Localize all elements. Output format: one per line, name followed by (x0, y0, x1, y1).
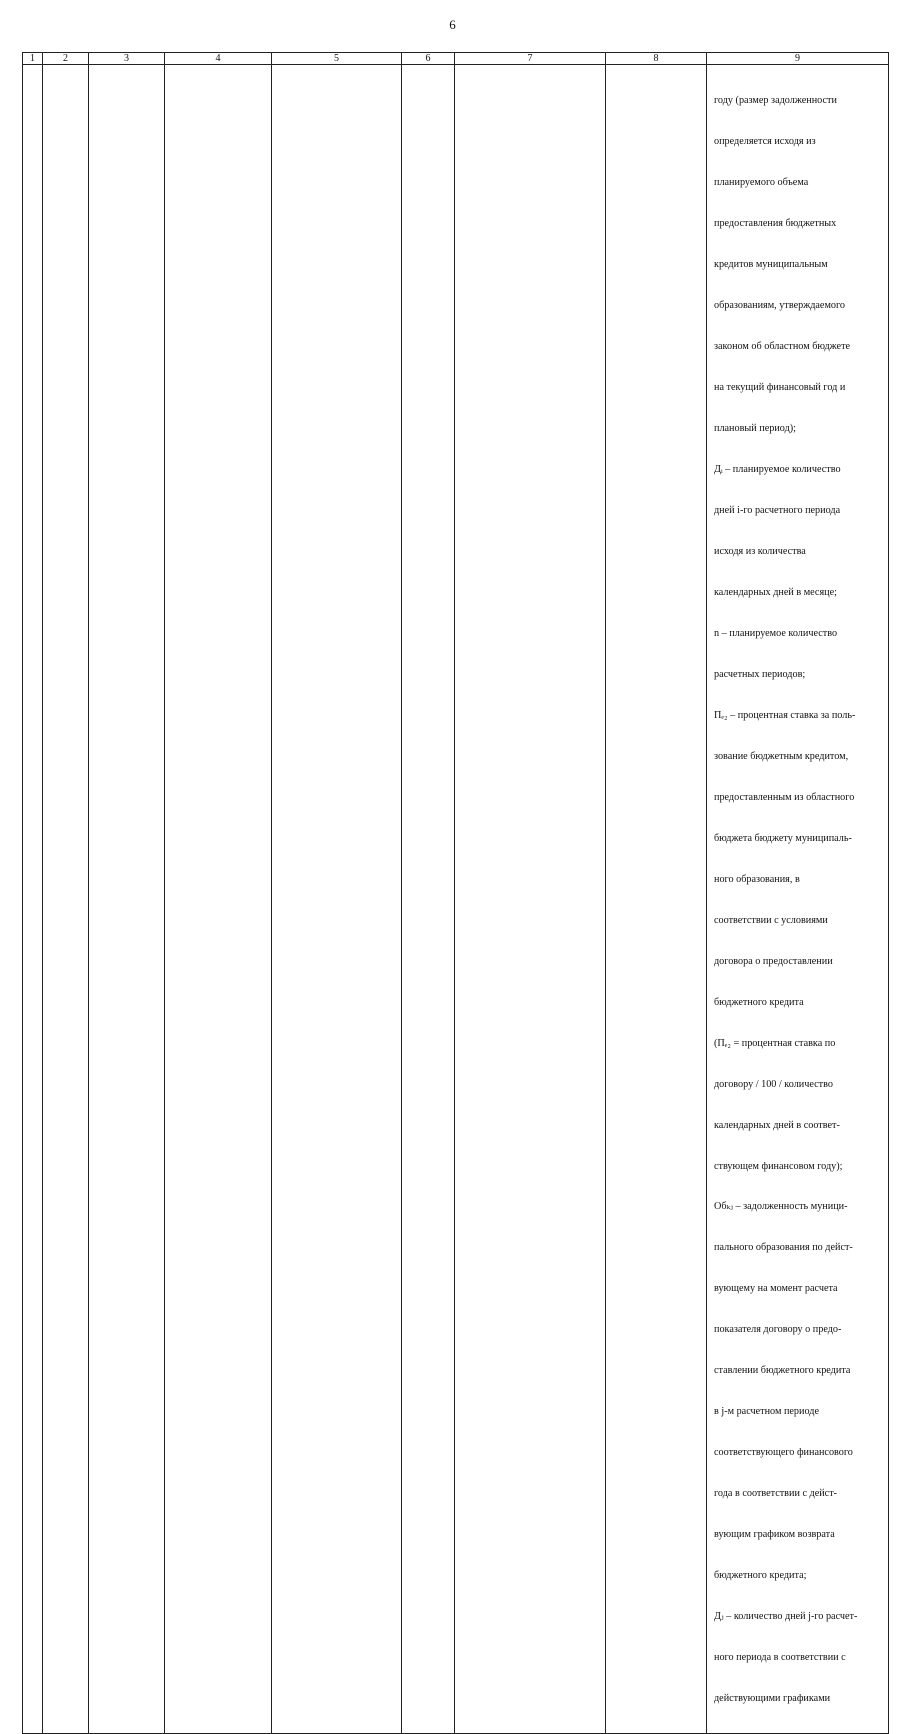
text-line: Oбₖⱼ – задолженность муници- (714, 1201, 848, 1213)
text-line: Пₑ₂ – процентная ставка за поль- (714, 709, 856, 721)
text-line: вующим графиком возврата (714, 1529, 835, 1541)
text-line: планируемого объема (714, 177, 809, 189)
text-line: плановый период); (714, 423, 796, 435)
text-line: образованиям, утверждаемого (714, 300, 846, 312)
text-line: n – планируемое количество (714, 627, 838, 639)
text-line: договора о предоставлении (714, 955, 833, 967)
text-line: бюджета бюджету муниципаль- (714, 832, 852, 844)
table-cell-col7 (455, 65, 606, 1734)
table-row (23, 65, 889, 1734)
text-line: ного образования, в (714, 873, 800, 885)
table-cell-col6 (402, 65, 455, 1734)
text-line: соответствии с условиями (714, 914, 828, 926)
text-line: предоставленным из областного (714, 791, 855, 803)
text-line: законом об областном бюджете (714, 341, 851, 353)
text-line: ного периода в соответствии с (714, 1652, 846, 1664)
table-header-row (23, 53, 889, 65)
table-cell-col3 (89, 65, 165, 1734)
table-cell-col8 (606, 65, 707, 1734)
text-line: пального образования по дейст- (714, 1242, 853, 1254)
text-line: действующими графиками (714, 1693, 831, 1705)
column-header-4: 4 (165, 53, 272, 65)
column-header-9: 9 (707, 53, 889, 65)
column-header-6: 6 (402, 53, 455, 65)
text-line: (Пₑ₂ = процентная ставка по (714, 1037, 836, 1049)
page-number: 6 (449, 17, 456, 32)
table-cell-col4 (165, 65, 272, 1734)
text-line: на текущий финансовый год и (714, 382, 846, 394)
column-header-8: 8 (606, 53, 707, 65)
document-table (22, 52, 889, 1734)
text-line: года в соответствии с дейст- (714, 1488, 838, 1500)
text-line: Дᵢ – планируемое количество (714, 464, 841, 476)
table-cell-col9 (707, 65, 889, 1734)
table-cell-col5 (272, 65, 402, 1734)
text-line: определяется исходя из (714, 136, 816, 148)
text-line: бюджетного кредита; (714, 1570, 807, 1582)
text-line: зование бюджетным кредитом, (714, 750, 849, 762)
column-header-5: 5 (272, 53, 402, 65)
text-line: в j-м расчетном периоде (714, 1406, 819, 1418)
table-cell-col1 (23, 65, 43, 1734)
text-line: предоставления бюджетных (714, 218, 837, 230)
column-header-7: 7 (455, 53, 606, 65)
text-line: договору / 100 / количество (714, 1078, 833, 1090)
column-header-3: 3 (89, 53, 165, 65)
text-line: Дⱼ – количество дней j-го расчет- (714, 1611, 858, 1623)
column-header-2: 2 (43, 53, 89, 65)
text-line: бюджетного кредита (714, 996, 804, 1008)
text-line: вующему на момент расчета (714, 1283, 838, 1295)
text-line: ставлении бюджетного кредита (714, 1365, 851, 1377)
text-line: исходя из количества (714, 545, 806, 557)
text-line: показателя договору о предо- (714, 1324, 842, 1336)
text-line: дней i-го расчетного периода (714, 505, 841, 516)
text-line: кредитов муниципальным (714, 259, 828, 271)
text-line: ствующем финансовом году); (714, 1160, 843, 1172)
text-line: календарных дней в месяце; (714, 586, 837, 598)
column-header-1: 1 (23, 53, 43, 65)
text-line: расчетных периодов; (714, 668, 806, 680)
table-cell-col2 (43, 65, 89, 1734)
text-line: году (размер задолженности (714, 95, 837, 107)
text-line: соответствующего финансового (714, 1447, 853, 1459)
text-line: календарных дней в соответ- (714, 1119, 840, 1131)
